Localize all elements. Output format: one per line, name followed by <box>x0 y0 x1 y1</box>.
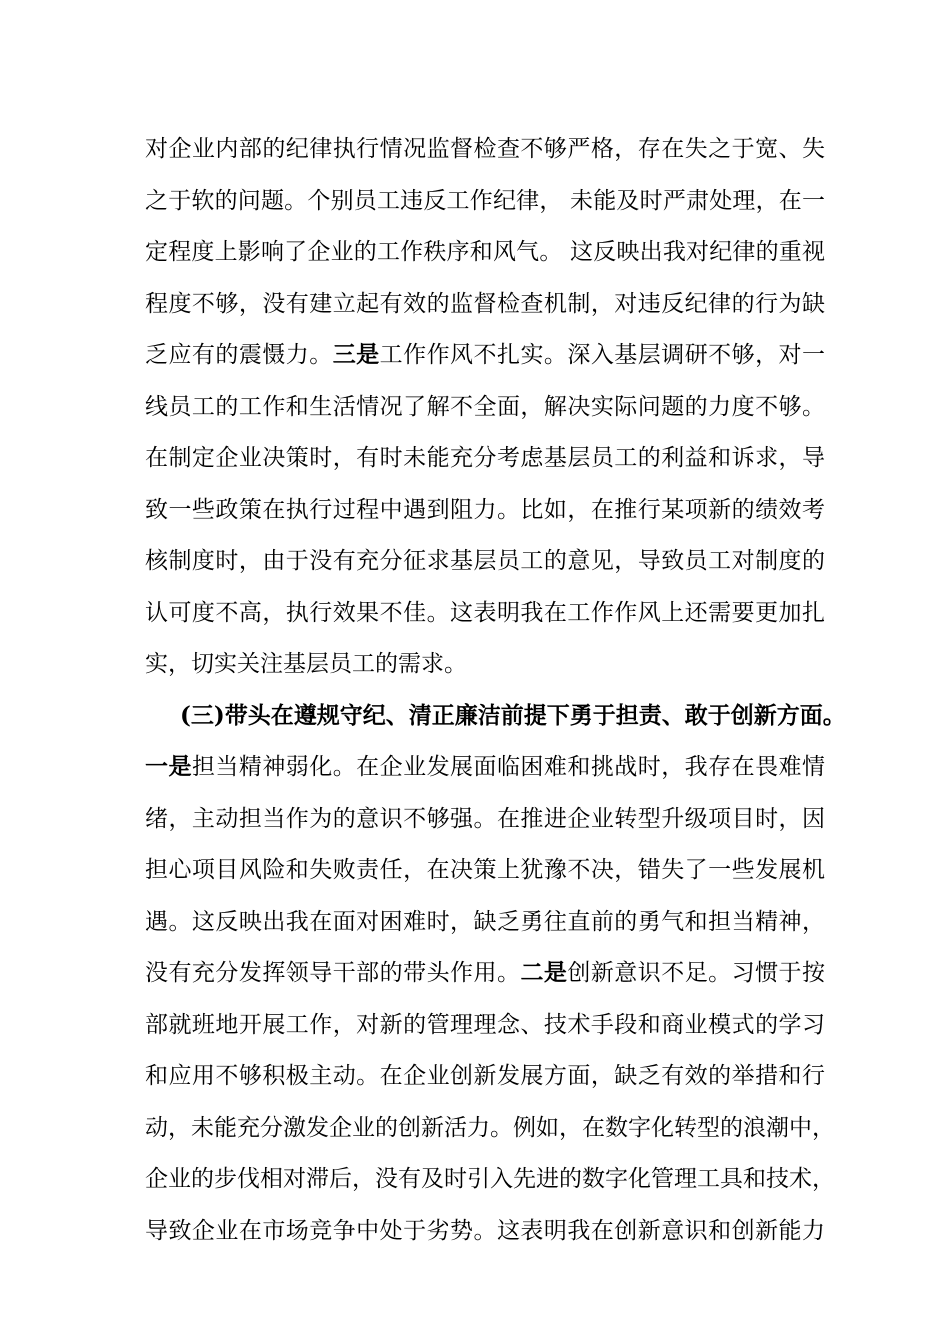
text-line <box>145 1215 825 1247</box>
text-line <box>145 1112 835 1144</box>
text-span: 工作作风不扎实。深入基层调研不够，对一 <box>379 342 826 368</box>
bold-marker: 三是 <box>332 341 380 368</box>
text-span: 程度不够，没有建立起有效的监督检查机制，对违反纪律的行为缺 <box>145 291 825 317</box>
text-line <box>145 391 825 423</box>
text-span: 遇。这反映出我在面对困难时，缺乏勇往直前的勇气和担当精神， <box>145 909 825 935</box>
text-span: 在制定企业决策时，有时未能充分考虑基层员工的利益和诉求，导 <box>145 445 825 471</box>
text-span: 线员工的工作和生活情况了解不全面，解决实际问题的力度不够。 <box>145 394 825 420</box>
text-span: 致一些政策在执行过程中遇到阻力。比如，在推行某项新的绩效考 <box>145 497 825 523</box>
text-span: 定程度上影响了企业的工作秩序和风气。 这反映出我对纪律的重视 <box>145 239 825 265</box>
text-span: 担当精神弱化。在企业发展面临困难和挑战时，我存在畏难情 <box>191 754 826 780</box>
text-span: 动，未能充分激发企业的创新活力。例如，在数字化转型的浪潮中， <box>145 1115 835 1141</box>
text-line <box>145 854 825 886</box>
text-span: 之于软的问题。个别员工违反工作纪律， 未能及时严肃处理，在一 <box>145 188 825 214</box>
heading-text: (三)带头在遵规守纪、清正廉洁前提下勇于担责、敢于创新方面。 <box>180 702 846 729</box>
text-span: 对企业内部的纪律执行情况监督检查不够严格，存在失之于宽、失 <box>145 136 825 162</box>
text-span: 担心项目风险和失败责任，在决策上犹豫不决，错失了一些发展机 <box>145 857 825 883</box>
text-line <box>145 1163 835 1195</box>
text-line <box>145 597 825 629</box>
text-span: 导致企业在市场竞争中处于劣势。这表明我在创新意识和创新能力 <box>145 1218 825 1244</box>
text-line <box>145 957 825 989</box>
text-span: 企业的步伐相对滞后，没有及时引入先进的数字化管理工具和技术， <box>145 1166 835 1192</box>
bold-marker: 二是 <box>520 959 568 986</box>
text-span: 和应用不够积极主动。在企业创新发展方面，缺乏有效的举措和行 <box>145 1063 825 1089</box>
text-line <box>145 648 825 680</box>
text-span: 部就班地开展工作，对新的管理理念、技术手段和商业模式的学习 <box>145 1012 825 1038</box>
text-line <box>145 339 825 371</box>
bold-marker: 一是 <box>145 753 192 780</box>
text-line <box>145 133 825 165</box>
text-span: 乏应有的震慑力。 <box>145 342 333 368</box>
text-line <box>145 288 825 320</box>
text-span: 创新意识不足。习惯于按 <box>567 960 826 986</box>
text-line <box>145 185 825 217</box>
text-line <box>145 751 825 783</box>
text-line <box>145 494 825 526</box>
text-line <box>145 906 825 938</box>
text-span: 核制度时，由于没有充分征求基层员工的意见，导致员工对制度的 <box>145 548 825 574</box>
text-line <box>145 545 825 577</box>
text-span: 实，切实关注基层员工的需求。 <box>145 651 467 677</box>
text-line <box>145 1060 825 1092</box>
section-heading <box>180 700 846 732</box>
text-span: 没有充分发挥领导干部的带头作用。 <box>145 960 521 986</box>
text-span: 认可度不高，执行效果不佳。这表明我在工作作风上还需要更加扎 <box>145 600 825 626</box>
text-span: 绪，主动担当作为的意识不够强。在推进企业转型升级项目时，因 <box>145 806 825 832</box>
text-line <box>145 236 825 268</box>
text-line <box>145 803 825 835</box>
text-line <box>145 442 825 474</box>
text-line <box>145 1009 825 1041</box>
